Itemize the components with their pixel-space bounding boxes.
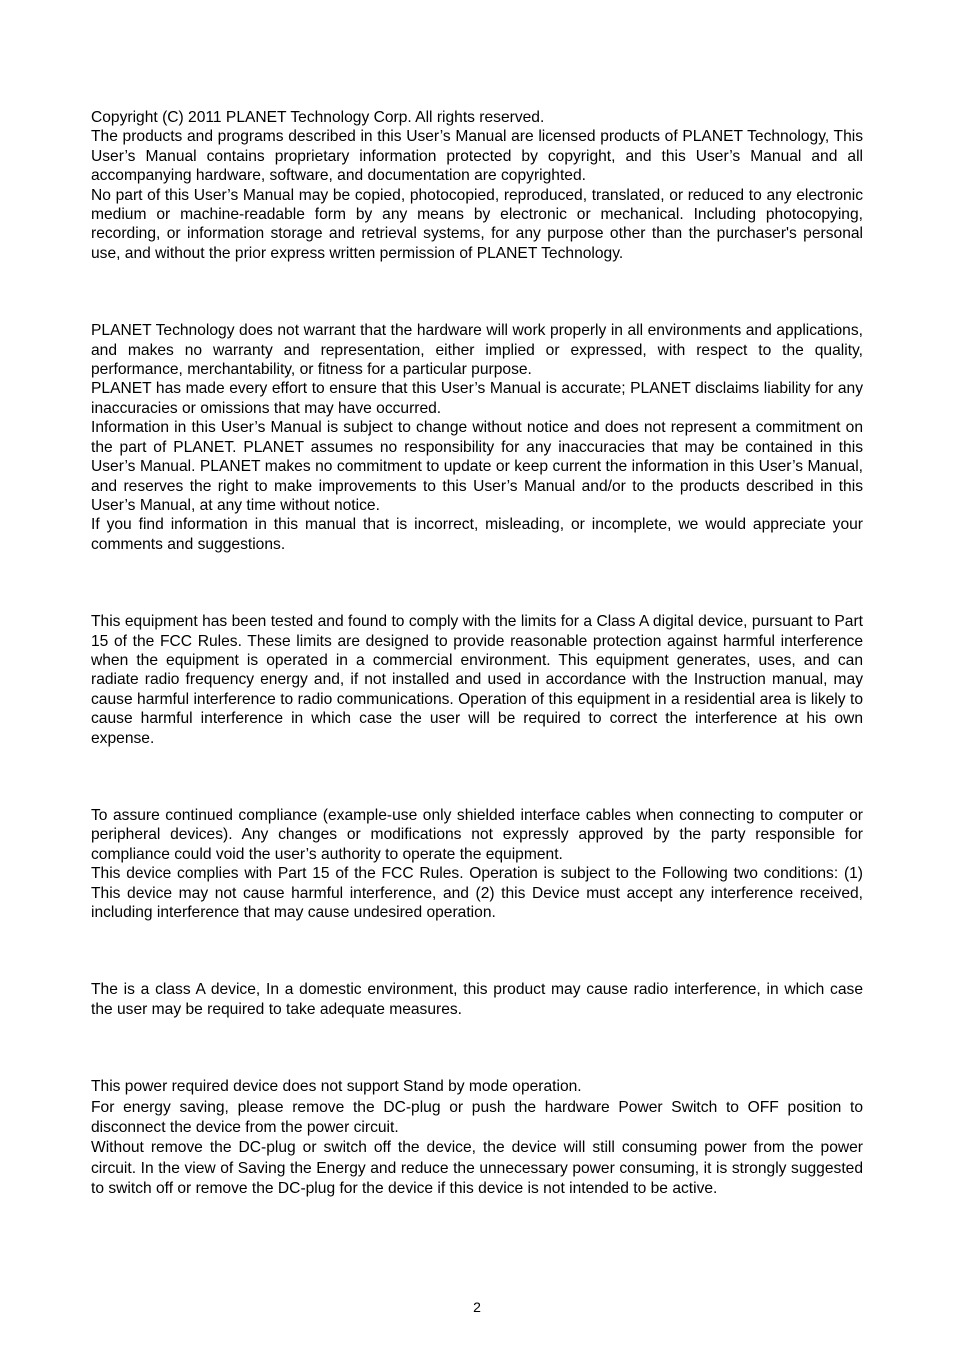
disclaimer-section (91, 321, 863, 554)
fcc-caution-paragraph: To assure continued compliance (example-use only shielded interface cables when connecting to computer or peripheral devices). Any changes or modifications not expressly approved by the party responsible for compliance could void the user’s authority to operate the equipment. (91, 806, 863, 863)
ce-warning-section (91, 980, 863, 1019)
section-spacer (91, 554, 863, 612)
document-page (91, 108, 863, 1200)
copyright-paragraph: The products and programs described in this User’s Manual are licensed products of PLANET Technology, This User’s Manual contains proprietary information protected by copyright, and this User’s Manual and all accompanying hardware, software, and documentation are copyrighted. (91, 128, 863, 185)
section-spacer (91, 922, 863, 980)
section-spacer (91, 263, 863, 321)
page-number: 2 (473, 1299, 481, 1315)
disclaimer-paragraph: If you find information in this manual that is incorrect, misleading, or incomplete, we would appreciate your comments and suggestions. (91, 516, 863, 553)
ce-warning-paragraph: The is a class A device, In a domestic environment, this product may cause radio interference, in which case the user may be required to take adequate measures. (91, 981, 863, 1018)
fcc-warning-section (91, 612, 863, 748)
disclaimer-paragraph: Information in this User’s Manual is subject to change without notice and does not represent a commitment on the part of PLANET. PLANET assumes no responsibility for any inaccuracies that may be contained in this User’s Manual. PLANET makes no commitment to update or keep current the information in this User’s Manual, and reserves the right to make improvements to this User’s Manual and/or to the products described in this User’s Manual, at any time without notice. (91, 419, 863, 514)
disclaimer-paragraph: PLANET Technology does not warrant that the hardware will work properly in all environments and applications, and makes no warranty and representation, either implied or expressed, with respect to the quality, performance, merchantability, or fitness for a particular purpose. (91, 322, 863, 379)
copyright-line: Copyright (C) 2011 PLANET Technology Corp. All rights reserved. (91, 109, 545, 126)
fcc-caution-section (91, 806, 863, 922)
energy-saving-paragraph: This power required device does not support Stand by mode operation. (91, 1078, 582, 1096)
copyright-paragraph: No part of this User’s Manual may be copied, photocopied, reproduced, translated, or reduced to any electronic medium or machine-readable form by any means by electronic or mechanical. Including photocopying, recording, or information storage and retrieval systems, for any purpose other than the purchaser's personal use, and without the prior express written permission of PLANET Technology. (91, 186, 863, 262)
section-spacer (91, 748, 863, 806)
energy-saving-paragraph: For energy saving, please remove the DC-plug or push the hardware Power Switch to OFF position to disconnect the device from the power circuit. (91, 1098, 863, 1137)
energy-saving-paragraph: Without remove the DC-plug or switch off the device, the device will still consuming power from the power circuit. In the view of Saving the Energy and reduce the unnecessary power consuming, it is strongly suggested to switch off or remove the DC-plug for the device if this device is not intended to be active. (91, 1139, 863, 1198)
fcc-caution-paragraph: This device complies with Part 15 of the FCC Rules. Operation is subject to the Following two conditions: (1) This device may not cause harmful interference, and (2) this Device must accept any interference received, including interference that may cause undesired operation. (91, 865, 863, 921)
fcc-warning-paragraph: This equipment has been tested and found to comply with the limits for a Class A digital device, pursuant to Part 15 of the FCC Rules. These limits are designed to provide reasonable protection against harmful interference when the equipment is operated in a commercial environment. This equipment generates, uses, and can radiate radio frequency energy and, if not installed and used in accordance with the Instruction manual, may cause harmful interference to radio communications. Operation of this equipment in a residential area is likely to cause harmful interference in which case the user will be required to correct the interference at his own expense. (91, 613, 863, 747)
energy-saving-section (91, 1077, 863, 1199)
section-spacer (91, 1019, 863, 1077)
copyright-section (91, 108, 863, 263)
disclaimer-paragraph: PLANET has made every effort to ensure that this User’s Manual is accurate; PLANET disclaims liability for any inaccuracies or omissions that may have occurred. (91, 380, 863, 417)
